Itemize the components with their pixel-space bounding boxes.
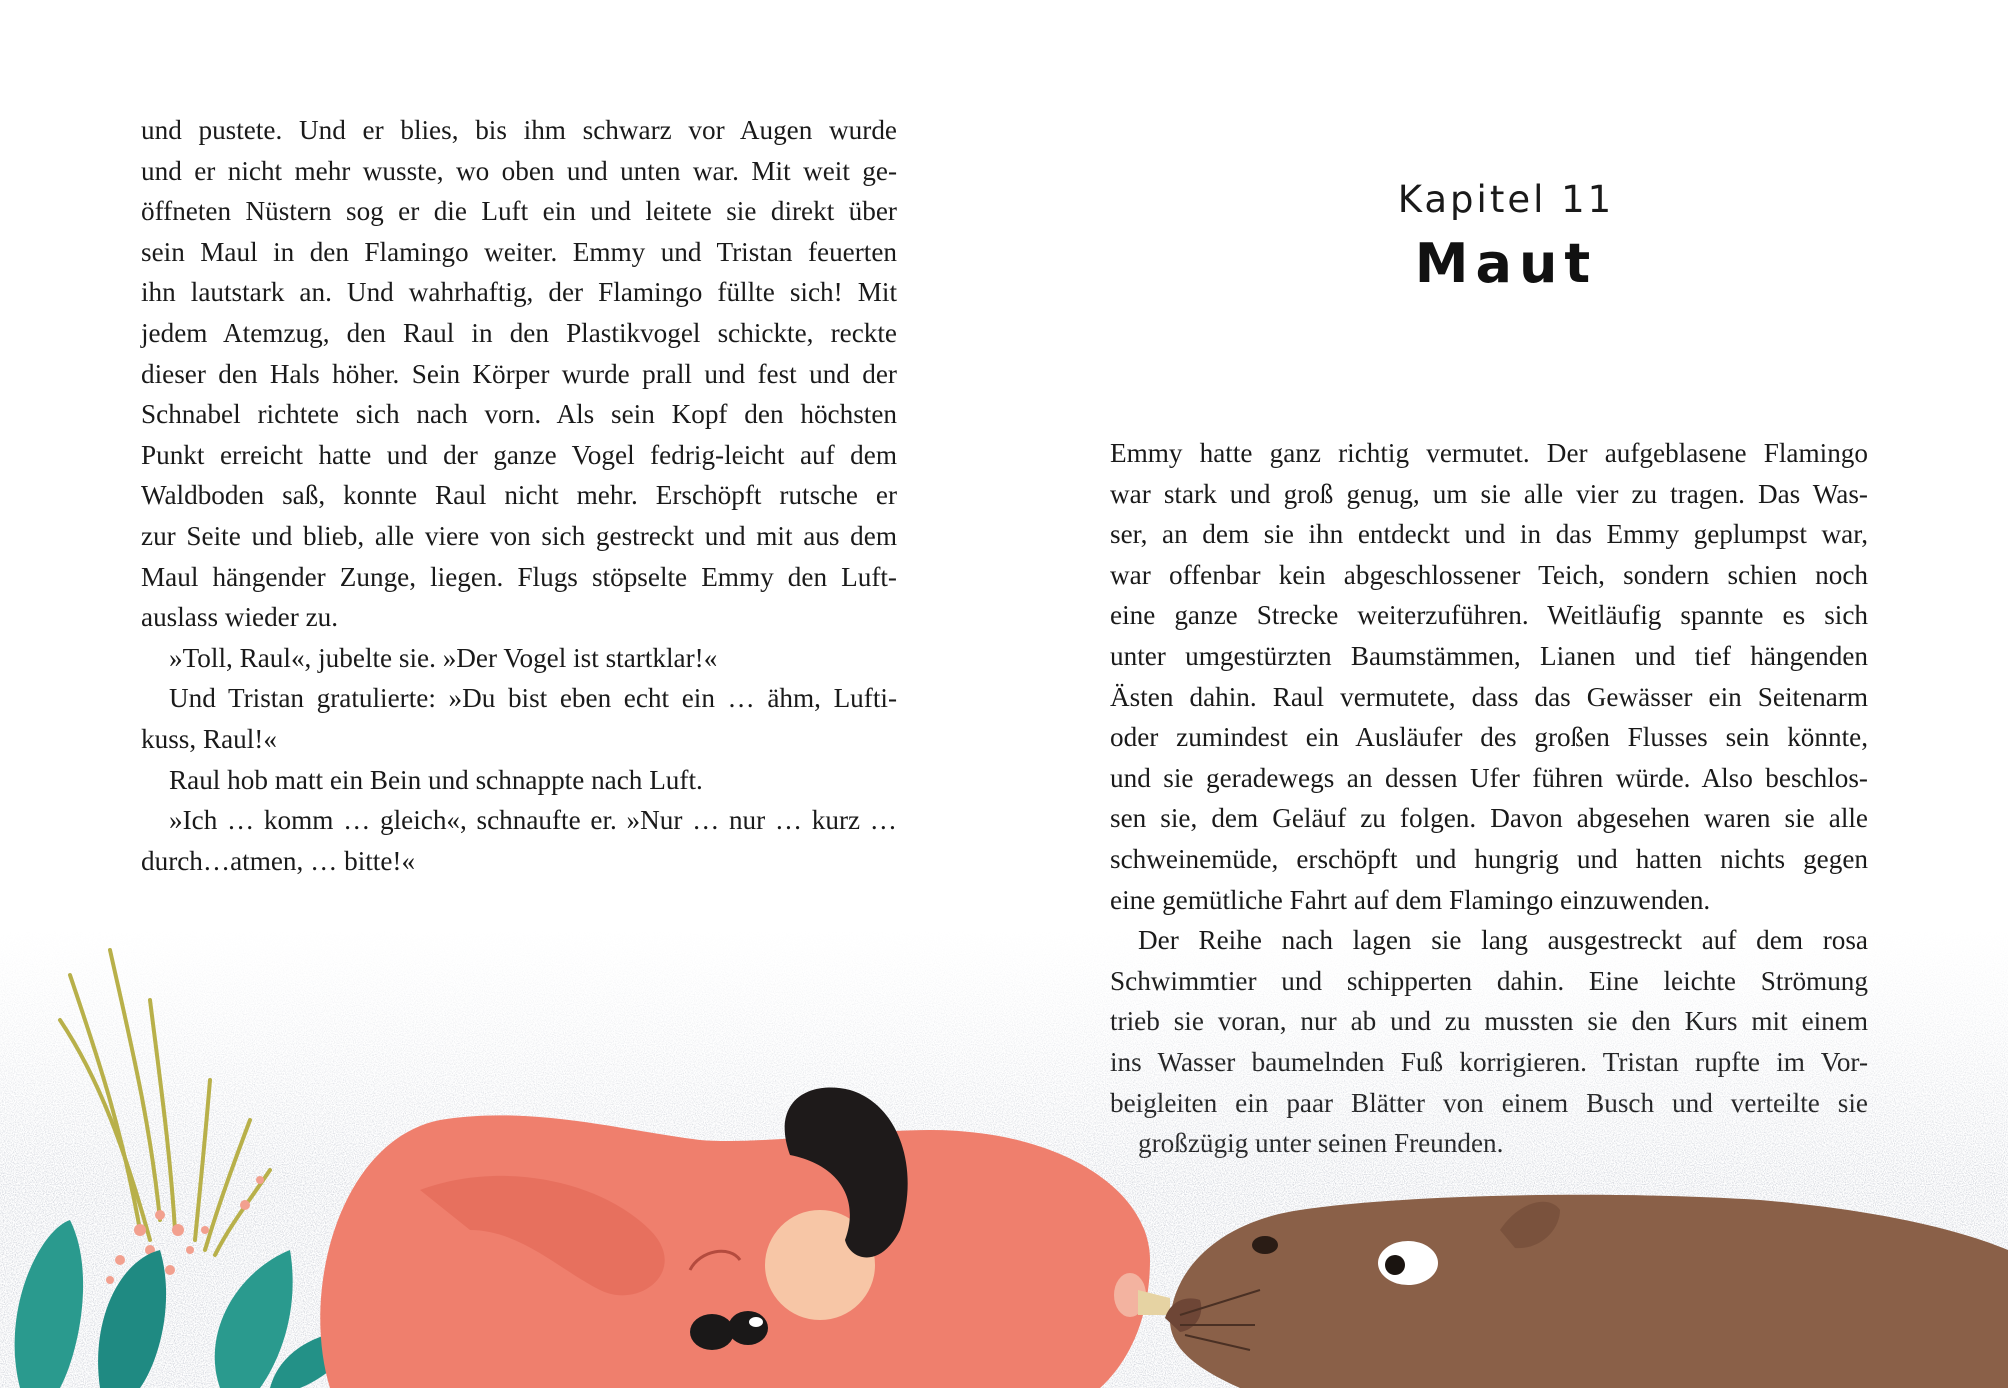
- paragraph: [141, 638, 897, 679]
- text-line: öffneten Nüstern sog er die Luft ein und leitete sie direkt über: [141, 196, 897, 227]
- text-line: kuss, Raul!«: [141, 723, 277, 754]
- text-line: Und Tristan gratulierte: »Du bist eben echt ein … ähm, Lufti-: [169, 683, 897, 714]
- text-line: jedem Atemzug, den Raul in den Plastikvogel schickte, reckte: [141, 317, 897, 348]
- text-line: sen sie, dem Geläuf zu folgen. Davon abgesehen waren sie alle: [1110, 803, 1868, 834]
- paragraph: [141, 678, 897, 719]
- illustration: [0, 930, 2008, 1388]
- text-line: sein Maul in den Flamingo weiter. Emmy und Tristan feuerten: [141, 236, 897, 267]
- paragraph: [141, 760, 897, 801]
- text-line: war offenbar kein abgeschlossener Teich, sondern schien noch: [1110, 559, 1868, 590]
- paragraph: [141, 597, 897, 638]
- text-line: Waldboden saß, konnte Raul nicht mehr. Erschöpft rutsche er: [141, 480, 897, 511]
- text-line: unter umgestürzten Baumstämmen, Lianen und tief hängenden: [1110, 640, 1868, 671]
- paragraph: [141, 719, 897, 760]
- text-line: ihn lautstark an. Und wahrhaftig, der Flamingo füllte sich! Mit: [141, 277, 897, 308]
- text-line: Schnabel richtete sich nach vorn. Als sein Kopf den höchsten: [141, 399, 897, 430]
- left-page-text: [141, 110, 897, 881]
- text-line: dieser den Hals höher. Sein Körper wurde prall und fest und der: [141, 358, 897, 389]
- text-line: auslass wieder zu.: [141, 602, 339, 633]
- text-line: und sie geradewegs an dessen Ufer führen würde. Also beschlos-: [1110, 762, 1868, 793]
- chapter-title: Maut: [1414, 232, 1598, 295]
- text-line: eine gemütliche Fahrt auf dem Flamingo einzuwenden.: [1110, 884, 1711, 915]
- text-line: Punkt erreicht hatte und der ganze Vogel fedrig-leicht auf dem: [141, 439, 897, 470]
- text-line: »Toll, Raul«, jubelte sie. »Der Vogel ist startklar!«: [169, 642, 718, 673]
- text-line: Emmy hatte ganz richtig vermutet. Der aufgeblasene Flamingo: [1110, 438, 1868, 468]
- text-line: »Ich … komm … gleich«, schnaufte er. »Nur … nur … kurz …: [169, 805, 897, 836]
- text-line: Maul hängender Zunge, liegen. Flugs stöpselte Emmy den Luft-: [141, 561, 897, 592]
- text-line: eine ganze Strecke weiterzuführen. Weitläufig spannte es sich: [1110, 600, 1868, 631]
- paragraph: [1110, 433, 1868, 880]
- text-line: oder zumindest ein Ausläufer des großen Flusses sein könnte,: [1110, 722, 1868, 753]
- text-line: schweinemüde, erschöpft und hungrig und hatten nichts gegen: [1110, 843, 1868, 874]
- chapter-label: Kapitel 11: [1397, 178, 1615, 221]
- paragraph: [141, 110, 897, 597]
- text-line: und pustete. Und er blies, bis ihm schwarz vor Augen wurde: [141, 115, 897, 145]
- paragraph: [141, 841, 897, 882]
- text-line: zur Seite und blieb, alle viere von sich gestreckt und mit aus dem: [141, 520, 897, 551]
- text-line: Ästen dahin. Raul vermutete, dass das Gewässer ein Seitenarm: [1110, 681, 1868, 712]
- text-line: durch…atmen, … bitte!«: [141, 845, 416, 876]
- text-line: und er nicht mehr wusste, wo oben und unten war. Mit weit ge-: [141, 155, 897, 186]
- text-line: Raul hob matt ein Bein und schnappte nach Luft.: [169, 764, 703, 795]
- paragraph: [1110, 880, 1868, 921]
- capybara-icon: [1165, 1195, 2008, 1388]
- paragraph: [141, 800, 897, 841]
- text-line: war stark und groß genug, um sie alle vier zu tragen. Das Was-: [1110, 478, 1868, 509]
- text-line: ser, an dem sie ihn entdeckt und in das Emmy geplumpst war,: [1110, 519, 1868, 550]
